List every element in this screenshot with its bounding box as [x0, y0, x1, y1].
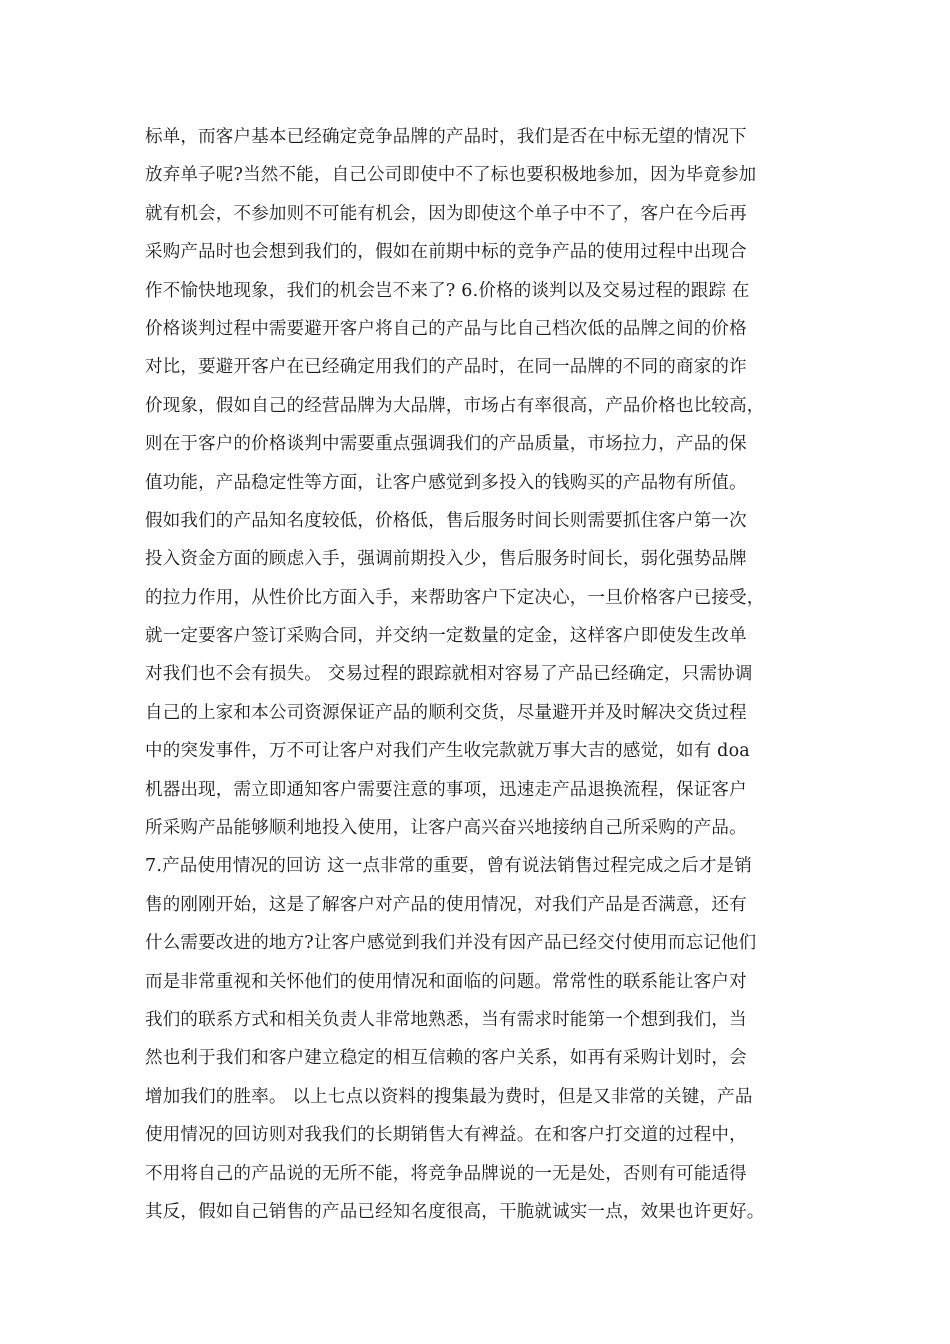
text-line: 价现象，假如自己的经营品牌为大品牌，市场占有率很高，产品价格也比较高，	[145, 395, 765, 416]
text-line: 作不愉快地现象，我们的机会岂不来了? 6.价格的谈判以及交易过程的跟踪 在	[145, 280, 750, 301]
text-line: 我们的联系方式和相关负责人非常地熟悉，当有需求时能第一个想到我们，当	[145, 1009, 747, 1030]
text-line: 假如我们的产品知名度较低，价格低，售后服务时间长则需要抓住客户第一次	[145, 510, 747, 531]
text-line: 所采购产品能够顺利地投入使用，让客户高兴奋兴地接纳自己所采购的产品。	[145, 818, 747, 839]
text-line: 则在于客户的价格谈判中需要重点强调我们的产品质量，市场拉力，产品的保	[145, 434, 747, 455]
text-line: 不用将自己的产品说的无所不能，将竞争品牌说的一无是处，否则有可能适得	[145, 1163, 747, 1184]
text-line: 机器出现，需立即通知客户需要注意的事项，迅速走产品退换流程，保证客户	[145, 779, 747, 800]
text-line: 自己的上家和本公司资源保证产品的顺利交货，尽量避开并及时解决交货过程	[145, 702, 747, 723]
text-line: 对我们也不会有损失。 交易过程的跟踪就相对容易了产品已经确定，只需协调	[145, 664, 753, 685]
body-text	[145, 118, 810, 1231]
text-line: 然也利于我们和客户建立稳定的相互信赖的客户关系，如再有采购计划时，会	[145, 1048, 747, 1069]
text-line: 标单，而客户基本已经确定竞争品牌的产品时，我们是否在中标无望的情况下	[145, 127, 747, 147]
text-line: 就一定要客户签订采购合同，并交纳一定数量的定金，这样客户即使发生改单	[145, 626, 747, 647]
text-line: 就有机会，不参加则不可能有机会，因为即使这个单子中不了，客户在今后再	[145, 203, 747, 224]
text-line: 售的刚刚开始，这是了解客户对产品的使用情况，对我们产品是否满意，还有	[145, 894, 747, 915]
text-line: 而是非常重视和关怀他们的使用情况和面临的问题。常常性的联系能让客户对	[145, 971, 747, 992]
text-line: 采购产品时也会想到我们的，假如在前期中标的竞争产品的使用过程中出现合	[145, 242, 747, 263]
text-line: 的拉力作用，从性价比方面入手，来帮助客户下定决心，一旦价格客户已接受，	[145, 587, 765, 608]
text-line: 其反，假如自己销售的产品已经知名度很高，干脆就诚实一点，效果也许更好。	[145, 1201, 765, 1222]
text-line: 放弃单子呢?当然不能，自己公司即使中不了标也要积极地参加，因为毕竟参加	[145, 165, 757, 186]
text-line: 对比，要避开客户在已经确定用我们的产品时，在同一品牌的不同的商家的诈	[145, 357, 747, 378]
text-line: 价格谈判过程中需要避开客户将自己的产品与比自己档次低的品牌之间的价格	[145, 318, 747, 339]
text-line: 投入资金方面的顾虑入手，强调前期投入少，售后服务时间长，弱化强势品牌	[145, 549, 747, 570]
text-line: 中的突发事件，万不可让客户对我们产生收完款就万事大吉的感觉，如有 doa	[145, 741, 750, 762]
text-line: 7.产品使用情况的回访 这一点非常的重要，曾有说法销售过程完成之后才是销	[145, 856, 752, 877]
text-line: 什么需要改进的地方?让客户感觉到我们并没有因产品已经交付使用而忘记他们	[145, 933, 757, 954]
text-line: 使用情况的回访则对我我们的长期销售大有裨益。在和客户打交道的过程中，	[145, 1125, 747, 1146]
text-line: 增加我们的胜率。 以上七点以资料的搜集最为费时，但是又非常的关键，产品	[145, 1086, 753, 1107]
text-line: 值功能，产品稳定性等方面，让客户感觉到多投入的钱购买的产品物有所值。	[145, 472, 747, 493]
